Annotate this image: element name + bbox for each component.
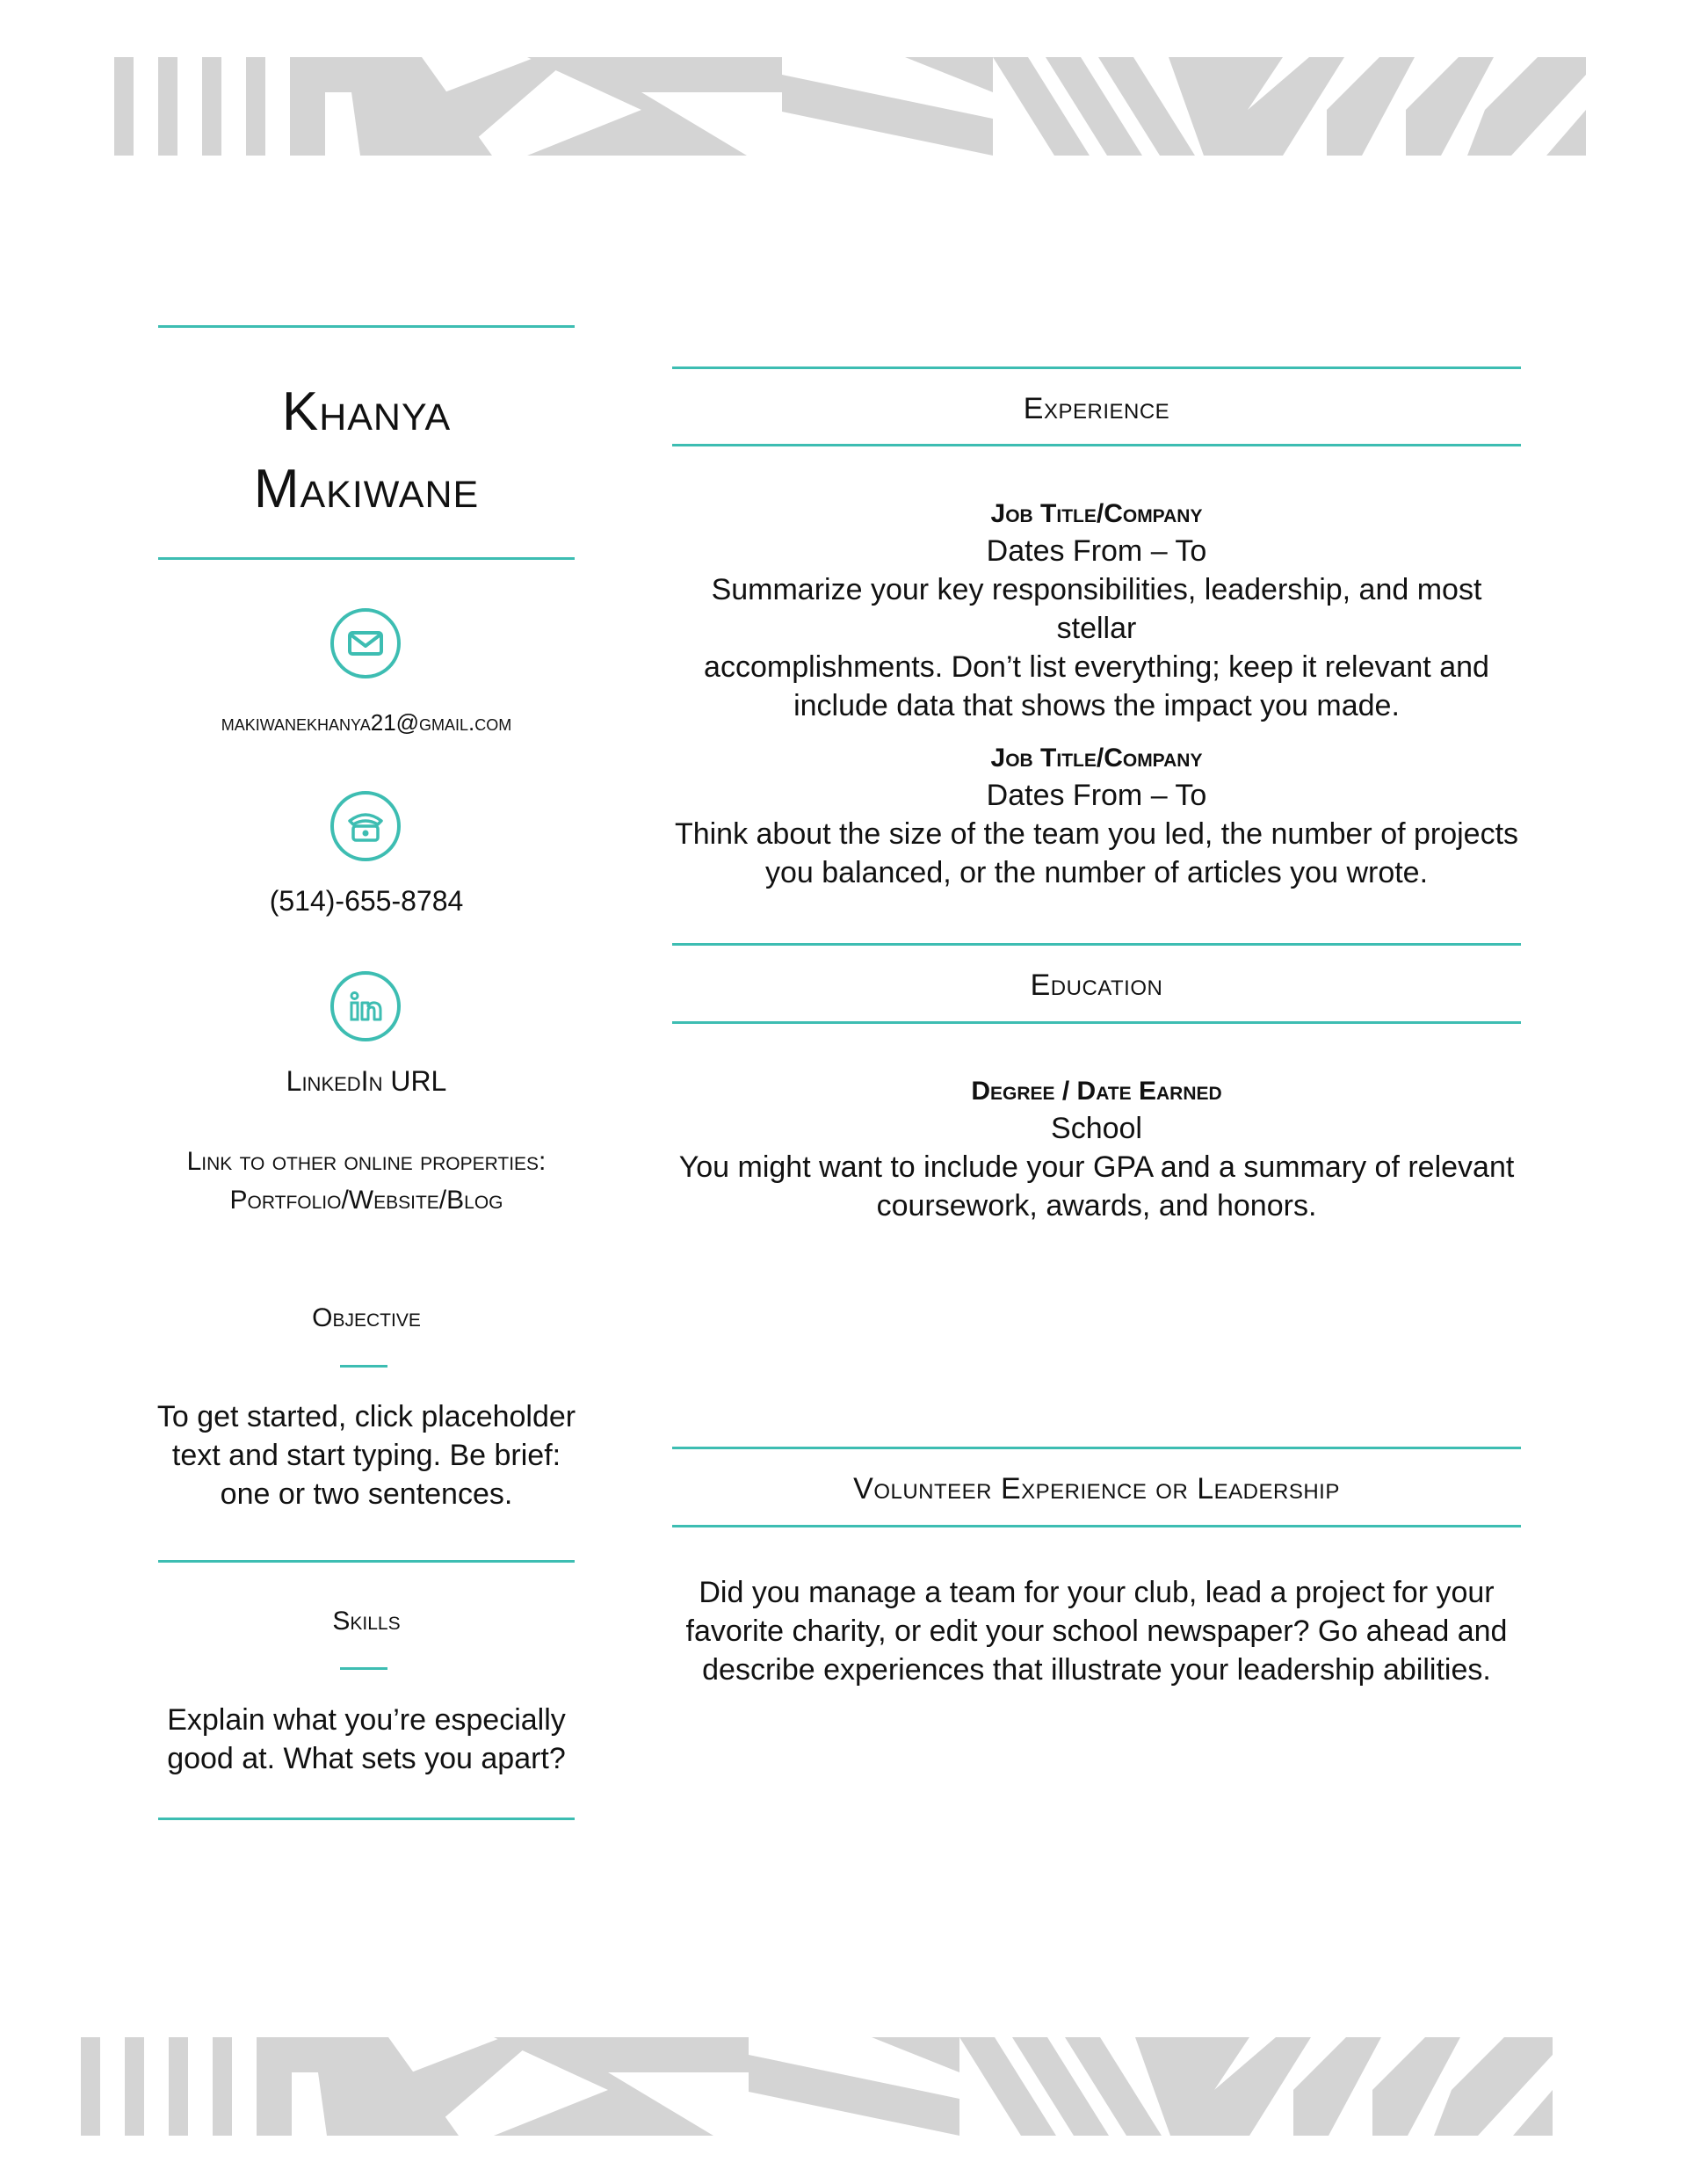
linkedin-icon bbox=[330, 971, 401, 1041]
objective-heading: Objective bbox=[312, 1303, 421, 1332]
job-title: Job Title/Company bbox=[990, 499, 1203, 528]
linkedin-url[interactable]: LinkedIn URL bbox=[286, 1065, 447, 1097]
volunteer-heading: Volunteer Experience or Leadership bbox=[853, 1472, 1340, 1506]
volunteer-text bbox=[672, 1573, 1521, 1689]
divider-line bbox=[158, 325, 575, 328]
online-properties-label: Link to other online properties: bbox=[186, 1147, 547, 1176]
school-name: School bbox=[1051, 1112, 1142, 1145]
education-entry bbox=[672, 1074, 1521, 1225]
education-description-line: You might want to include your GPA and a summary of relevant bbox=[678, 1150, 1515, 1184]
online-properties bbox=[149, 1143, 583, 1220]
skills-heading: Skills bbox=[332, 1607, 401, 1636]
objective-text bbox=[149, 1397, 583, 1513]
education-heading: Education bbox=[1030, 969, 1163, 1002]
decorative-pattern-bottom bbox=[81, 2037, 1553, 2136]
short-divider bbox=[340, 1365, 387, 1368]
divider-line bbox=[672, 1447, 1521, 1449]
experience-heading: Experience bbox=[1023, 392, 1170, 425]
job-dates: Dates From – To bbox=[986, 534, 1207, 568]
job-description-line: Think about the size of the team you led, the number of projects bbox=[674, 817, 1519, 851]
divider-line bbox=[672, 444, 1521, 446]
volunteer-line: Did you manage a team for your club, lead a project for your bbox=[699, 1576, 1495, 1609]
skills-line: good at. What sets you apart? bbox=[167, 1742, 566, 1775]
job-title: Job Title/Company bbox=[990, 744, 1203, 773]
divider-line bbox=[158, 1560, 575, 1563]
short-divider bbox=[340, 1667, 387, 1670]
objective-line: To get started, click placeholder bbox=[156, 1400, 576, 1433]
divider-line bbox=[158, 1818, 575, 1820]
decorative-pattern-top bbox=[114, 57, 1586, 156]
divider-line bbox=[672, 1021, 1521, 1024]
candidate-name bbox=[149, 374, 583, 528]
objective-line: text and start typing. Be brief: bbox=[171, 1439, 561, 1472]
experience-entry bbox=[672, 497, 1521, 725]
divider-line bbox=[158, 557, 575, 560]
education-description-line: coursework, awards, and honors. bbox=[876, 1189, 1317, 1223]
volunteer-line: favorite charity, or edit your school newspaper? Go ahead and bbox=[685, 1614, 1508, 1648]
job-dates: Dates From – To bbox=[986, 779, 1207, 812]
divider-line bbox=[672, 366, 1521, 369]
telephone-icon bbox=[330, 791, 401, 861]
online-properties-links[interactable]: Portfolio/Website/Blog bbox=[229, 1186, 503, 1215]
skills-line: Explain what you’re especially bbox=[167, 1703, 566, 1737]
divider-line bbox=[672, 1525, 1521, 1527]
name-last: Makiwane bbox=[253, 459, 480, 519]
job-description-line: you balanced, or the number of articles you wrote. bbox=[764, 856, 1429, 889]
degree-title: Degree / Date Earned bbox=[971, 1077, 1222, 1106]
objective-line: one or two sentences. bbox=[220, 1477, 513, 1511]
job-description-line: Summarize your key responsibilities, leadership, and most stellar bbox=[711, 573, 1482, 645]
experience-entry bbox=[672, 741, 1521, 892]
divider-line bbox=[672, 943, 1521, 946]
envelope-icon bbox=[330, 608, 401, 678]
phone-number[interactable]: (514)-655-8784 bbox=[269, 885, 464, 917]
name-first: Khanya bbox=[281, 381, 452, 442]
skills-text bbox=[149, 1701, 583, 1778]
job-description-line: include data that shows the impact you made. bbox=[793, 689, 1400, 722]
volunteer-line: describe experiences that illustrate your leadership abilities. bbox=[702, 1653, 1491, 1687]
email-address[interactable]: makiwanekhanya21@gmail.com bbox=[221, 709, 512, 736]
job-description-line: accomplishments. Don’t list everything; keep it relevant and bbox=[704, 650, 1489, 684]
